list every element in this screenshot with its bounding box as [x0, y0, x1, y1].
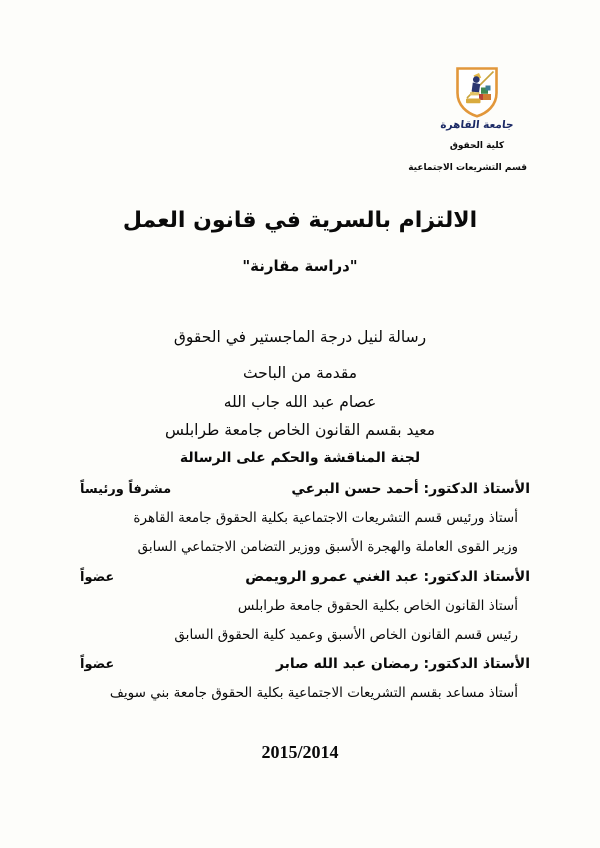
department-name: قسم التشريعات الاجتماعية — [408, 163, 527, 173]
member-name: الأستاذ الدكتور: رمضان عبد الله صابر — [275, 656, 530, 672]
member-name: الأستاذ الدكتور: عبد الغني عمرو الرويمض — [245, 569, 530, 585]
scribe-base-icon — [466, 99, 481, 104]
member-description: أستاذ القانون الخاص بكلية الحقوق جامعة طرابلس — [237, 598, 518, 614]
author-position: معيد بقسم القانون الخاص جامعة طرابلس — [164, 421, 436, 439]
author-name: عصام عبد الله جاب الله — [223, 393, 377, 411]
scribe-body-icon — [472, 83, 481, 93]
chair-block-teal — [486, 86, 491, 91]
committee-member-row — [80, 569, 530, 585]
university-name-calligraphy: جامعة القاهرة — [439, 119, 515, 131]
member-description: رئيس قسم القانون الخاص الأسبق وعميد كلية الحقوق السابق — [174, 627, 518, 643]
university-logo-block — [408, 66, 527, 173]
committee-member-row — [80, 481, 530, 497]
presented-by-line: مقدمة من الباحث — [242, 364, 358, 382]
academic-year: 2015/2014 — [261, 742, 339, 762]
member-description: وزير القوى العاملة والهجرة الأسبق ووزير التضامن الاجتماعي السابق — [137, 539, 518, 555]
scribe-scroll-icon — [470, 92, 480, 95]
member-description: أستاذ ورئيس قسم التشريعات الاجتماعية بكلية الحقوق جامعة القاهرة — [133, 510, 518, 526]
degree-line: رسالة لنيل درجة الماجستير في الحقوق — [173, 328, 427, 346]
member-role: مشرفاً ورئيساً — [80, 482, 172, 497]
university-shield-icon — [454, 66, 500, 118]
chair-block-orange — [483, 94, 491, 100]
member-role: عضواً — [80, 657, 115, 672]
committee-heading: لجنة المناقشة والحكم على الرسالة — [179, 450, 421, 466]
member-name: الأستاذ الدكتور: أحمد حسن البرعي — [291, 481, 530, 497]
committee-member-row — [80, 656, 530, 672]
member-role: عضواً — [80, 570, 115, 585]
thesis-subtitle: "دراسة مقارنة" — [242, 257, 358, 275]
faculty-name: كلية الحقوق — [449, 141, 505, 151]
scribe-head-icon — [473, 76, 480, 83]
member-description: أستاذ مساعد بقسم التشريعات الاجتماعية بكلية الحقوق جامعة بني سويف — [109, 685, 518, 701]
thesis-title: الالتزام بالسرية في قانون العمل — [122, 208, 478, 233]
